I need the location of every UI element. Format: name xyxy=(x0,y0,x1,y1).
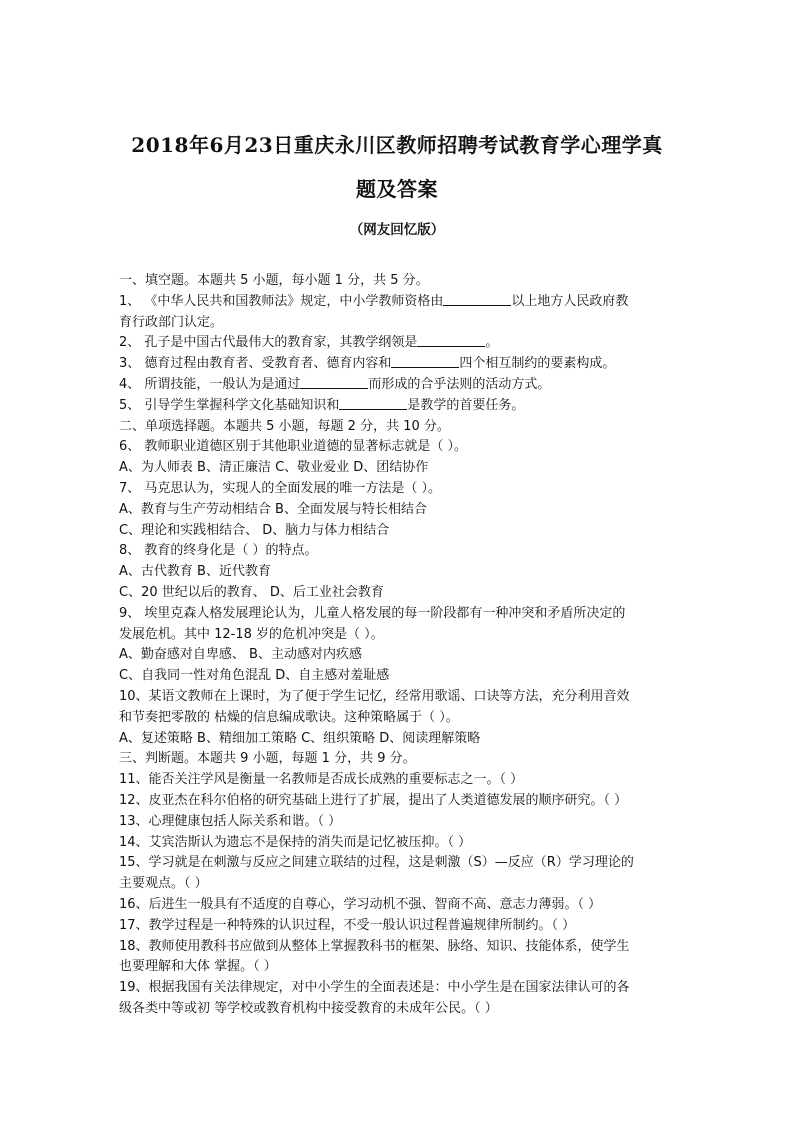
question-7-options-1: A、教育与生产劳动相结合 B、全面发展与特长相结合 xyxy=(119,501,427,517)
question-7: 7、 马克思认为，实现人的全面发展的唯一方法是（ ）。 xyxy=(119,480,442,496)
answer-blank xyxy=(417,333,485,347)
question-5-text-after: 是教学的首要任务。 xyxy=(407,397,525,413)
title-line-1: 2018年6月23日重庆永川区教师招聘考试教育学心理学真 xyxy=(131,133,663,157)
question-1-text: 1、 《中华人民共和国教师法》规定，中小学教师资格由 xyxy=(119,293,444,309)
question-4-text-after: 而形成的合乎法则的活动方式。 xyxy=(368,376,551,392)
question-18-line-2: 也要理解和大体 掌握。（ ） xyxy=(119,959,277,975)
question-8-options-1: A、古代教育 B、近代教育 xyxy=(119,564,271,580)
question-10-line-1: 10、某语文教师在上课时，为了便于学生记忆，经常用歌谣、口诀等方法，充分利用音效 xyxy=(119,688,630,704)
question-9-options-2: C、自我同一性对角色混乱 D、自主感对羞耻感 xyxy=(119,668,390,684)
question-3-text-after: 四个相互制约的要素构成。 xyxy=(459,356,616,372)
question-15-line-2: 主要观点。（ ） xyxy=(119,876,208,892)
section-heading-single-choice: 二、单项选择题。本题共 5 小题，每题 2 分，共 10 分。 xyxy=(119,418,450,434)
answer-blank xyxy=(300,375,368,389)
question-16: 16、后进生一般具有不适度的自尊心，学习动机不强、智商不高、意志力薄弱。（ ） xyxy=(119,896,602,912)
question-19-line-1: 19、根据我国有关法律规定，对中小学生的全面表述是：中小学生是在国家法律认可的各 xyxy=(119,980,630,996)
question-1-text-after: 以上地方人民政府教 xyxy=(511,293,629,309)
answer-blank xyxy=(391,354,459,368)
question-9-line-2: 发展危机。其中 12-18 岁的危机冲突是（ ）。 xyxy=(119,626,384,642)
question-17: 17、教学过程是一种特殊的认识过程，不受一般认识过程普遍规律所制约。（ ） xyxy=(119,917,576,933)
question-11: 11、能否关注学风是衡量一名教师是否成长成熟的重要标志之一。（ ） xyxy=(119,772,524,788)
document-title xyxy=(100,123,694,211)
exam-body xyxy=(119,271,679,1020)
question-8: 8、 教育的终身化是（ ）的特点。 xyxy=(119,543,318,559)
question-10-options: A、复述策略 B、精细加工策略 C、组织策略 D、阅读理解策略 xyxy=(119,730,481,746)
question-15-line-1: 15、学习就是在刺激与反应之间建立联结的过程，这是刺激（S）—反应（R）学习理论的 xyxy=(119,855,634,871)
question-6-options: A、为人师表 B、清正廉洁 C、敬业爱业 D、团结协作 xyxy=(119,460,429,476)
question-3-text: 3、 德育过程由教育者、受教育者、德育内容和 xyxy=(119,356,392,372)
question-6: 6、 教师职业道德区别于其他职业道德的显著标志就是（ ）。 xyxy=(119,439,468,455)
question-9-line-1: 9、 埃里克森人格发展理论认为，儿童人格发展的每一阶段都有一种冲突和矛盾所决定的 xyxy=(119,605,626,621)
question-14: 14、艾宾浩斯认为遗忘不是保持的消失而是记忆被压抑。（ ） xyxy=(119,834,472,850)
question-9-options-1: A、勤奋感对自卑感、 B、主动感对内疚感 xyxy=(119,647,362,663)
question-7-options-2: C、理论和实践相结合、 D、脑力与体力相结合 xyxy=(119,522,390,538)
question-13: 13、心理健康包括人际关系和谐。（ ） xyxy=(119,813,342,829)
question-8-options-2: C、20 世纪以后的教育、 D、后工业社会教育 xyxy=(119,584,384,600)
question-4 xyxy=(119,375,679,396)
question-5 xyxy=(119,396,679,417)
question-2 xyxy=(119,333,679,354)
question-18-line-1: 18、教师使用教科书应做到从整体上掌握教科书的框架、脉络、知识、技能体系，使学生 xyxy=(119,938,630,954)
document-subtitle: （网友回忆版） xyxy=(349,222,445,238)
question-10-line-2: 和节奏把零散的 枯燥的信息编成歌诀。这种策略属于（ ）。 xyxy=(119,709,459,725)
section-heading-fill-in: 一、填空题。本题共 5 小题，每小题 1 分，共 5 分。 xyxy=(119,273,429,288)
answer-blank xyxy=(339,396,407,410)
question-1-line-2: 育行政部门认定。 xyxy=(119,314,224,330)
question-2-text-after: 。 xyxy=(485,335,499,351)
question-3 xyxy=(119,354,679,375)
question-1-line-1 xyxy=(119,292,679,313)
title-line-2: 题及答案 xyxy=(356,177,438,201)
question-4-text: 4、 所谓技能，一般认为是通过 xyxy=(119,376,301,392)
answer-blank xyxy=(443,292,511,306)
section-heading-true-false: 三、判断题。本题共 9 小题，每题 1 分，共 9 分。 xyxy=(119,751,416,767)
question-12: 12、皮亚杰在科尔伯格的研究基础上进行了扩展，提出了人类道德发展的顺序研究。（ ） xyxy=(119,792,628,808)
question-2-text: 2、 孔子是中国古代最伟大的教育家，其教学纲领是 xyxy=(119,335,418,351)
question-5-text: 5、 引导学生掌握科学文化基础知识和 xyxy=(119,397,340,413)
question-19-line-2: 级各类中等或初 等学校或教育机构中接受教育的未成年公民。（ ） xyxy=(119,1000,498,1016)
